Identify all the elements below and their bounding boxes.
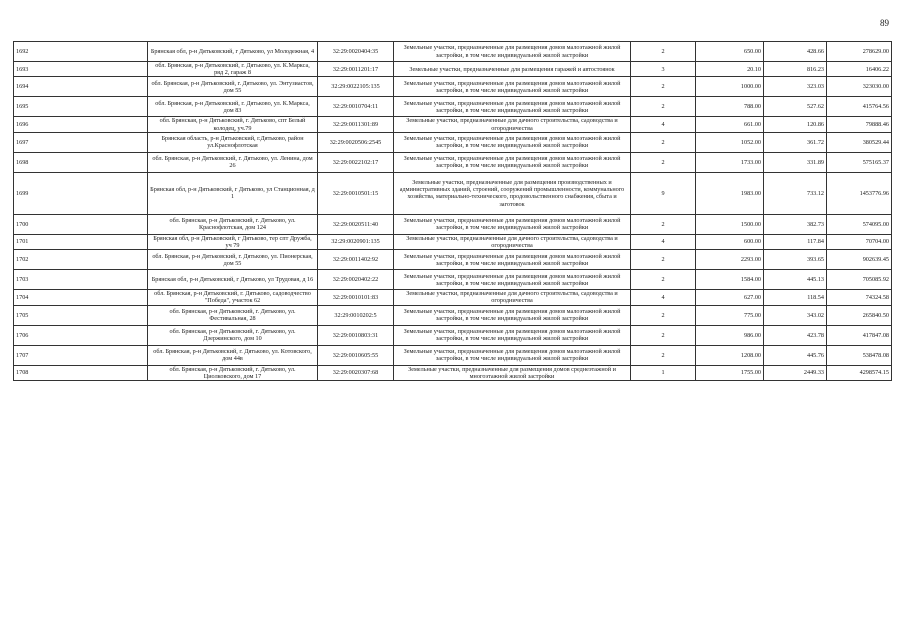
permitted-use: Земельные участки, предназначенные для размещения домов малоэтажной жилой застройки, в том числе индивидуальной жилой застройки <box>394 132 631 152</box>
address-cell: обл. Брянская, р-н Дятьковский, г. Дятьково, спт Белый колодец, уч.79 <box>148 117 318 132</box>
area-cell: 2293.00 <box>696 250 764 270</box>
specific-value: 361.72 <box>764 132 827 152</box>
cadastral-value: 323030.00 <box>827 77 892 97</box>
cadastral-value: 1453776.96 <box>827 172 892 214</box>
use-group: 2 <box>631 97 696 117</box>
permitted-use: Земельные участки, предназначенные для размещения домов малоэтажной жилой застройки, в том числе индивидуальной жилой застройки <box>394 345 631 365</box>
table-row <box>14 62 892 77</box>
use-group: 4 <box>631 234 696 249</box>
permitted-use: Земельные участки, предназначенные для размещения домов малоэтажной жилой застройки, в том числе индивидуальной жилой застройки <box>394 214 631 234</box>
record-number: 1699 <box>14 172 148 214</box>
permitted-use: Земельные участки, предназначенные для размещения домов малоэтажной жилой застройки, в том числе индивидуальной жилой застройки <box>394 42 631 62</box>
table-row <box>14 270 892 290</box>
table-row <box>14 325 892 345</box>
cadastral-number: 32:29:0010501:15 <box>318 172 394 214</box>
cadastral-value: 265840.50 <box>827 305 892 325</box>
specific-value: 120.86 <box>764 117 827 132</box>
record-number: 1701 <box>14 234 148 249</box>
use-group: 9 <box>631 172 696 214</box>
area-cell: 661.00 <box>696 117 764 132</box>
cadastral-number: 32:29:0020506:2545 <box>318 132 394 152</box>
cadastral-value: 380529.44 <box>827 132 892 152</box>
table-row <box>14 117 892 132</box>
address-cell: Брянская обл, р-н Дятьковский, г Дятьково, ул Трудовая, д 16 <box>148 270 318 290</box>
permitted-use: Земельные участки, предназначенные для размещения домов малоэтажной жилой застройки, в том числе индивидуальной жилой застройки <box>394 305 631 325</box>
record-number: 1693 <box>14 62 148 77</box>
use-group: 1 <box>631 365 696 380</box>
cadastral-value: 415764.56 <box>827 97 892 117</box>
area-cell: 775.00 <box>696 305 764 325</box>
address-cell: обл. Брянская, р-н Дятьковский, г. Дятьково, ул. Пионерская, дом 55 <box>148 250 318 270</box>
address-cell: обл. Брянская, р-н Дятьковский, г. Дятьково, ул. Котовского, дом 44в <box>148 345 318 365</box>
cadastral-value: 705085.92 <box>827 270 892 290</box>
table-row <box>14 290 892 305</box>
use-group: 2 <box>631 250 696 270</box>
cadastral-value: 16406.22 <box>827 62 892 77</box>
cadastral-value: 538478.08 <box>827 345 892 365</box>
specific-value: 331.89 <box>764 152 827 172</box>
table-row <box>14 77 892 97</box>
permitted-use: Земельные участки, предназначенные для размещения домов малоэтажной жилой застройки, в том числе индивидуальной жилой застройки <box>394 250 631 270</box>
cadastral-number: 32:29:0022105:135 <box>318 77 394 97</box>
area-cell: 1052.00 <box>696 132 764 152</box>
permitted-use: Земельные участки, предназначенные для размещения домов малоэтажной жилой застройки, в том числе индивидуальной жилой застройки <box>394 97 631 117</box>
permitted-use: Земельные участки, предназначенные для размещения гаражей и автостоянок <box>394 62 631 77</box>
specific-value: 393.65 <box>764 250 827 270</box>
table-row <box>14 365 892 380</box>
permitted-use: Земельные участки, предназначенные для размещения домов малоэтажной жилой застройки, в том числе индивидуальной жилой застройки <box>394 152 631 172</box>
address-cell: обл. Брянская, р-н Дятьковский, г. Дятьково, садоводчество "Победа", участок 62 <box>148 290 318 305</box>
cadastral-value: 574095.00 <box>827 214 892 234</box>
cadastral-number: 32:29:0010101:83 <box>318 290 394 305</box>
permitted-use: Земельные участки, предназначенные для размещения домов малоэтажной жилой застройки, в том числе индивидуальной жилой застройки <box>394 77 631 97</box>
use-group: 2 <box>631 132 696 152</box>
record-number: 1704 <box>14 290 148 305</box>
record-number: 1700 <box>14 214 148 234</box>
area-cell: 1983.00 <box>696 172 764 214</box>
record-number: 1695 <box>14 97 148 117</box>
table-row <box>14 152 892 172</box>
cadastral-number: 32:29:0010605:55 <box>318 345 394 365</box>
cadastral-value: 902639.45 <box>827 250 892 270</box>
area-cell: 788.00 <box>696 97 764 117</box>
area-cell: 986.00 <box>696 325 764 345</box>
record-number: 1698 <box>14 152 148 172</box>
record-number: 1696 <box>14 117 148 132</box>
area-cell: 1208.00 <box>696 345 764 365</box>
permitted-use: Земельные участки, предназначенные для дачного строительства, садоводства и огородничества <box>394 290 631 305</box>
record-number: 1708 <box>14 365 148 380</box>
use-group: 3 <box>631 62 696 77</box>
area-cell: 1000.00 <box>696 77 764 97</box>
address-cell: обл. Брянская, р-н Дятьковский, г. Дятьково, ул. К.Маркса, ряд 2, гараж 8 <box>148 62 318 77</box>
table-row <box>14 345 892 365</box>
cadastral-number: 32:29:0020901:135 <box>318 234 394 249</box>
record-number: 1697 <box>14 132 148 152</box>
area-cell: 1755.00 <box>696 365 764 380</box>
cadastral-number: 32:29:0022102:17 <box>318 152 394 172</box>
specific-value: 2449.33 <box>764 365 827 380</box>
cadastral-value: 4298574.15 <box>827 365 892 380</box>
table-row <box>14 97 892 117</box>
page-number: 89 <box>880 18 889 28</box>
area-cell: 600.00 <box>696 234 764 249</box>
specific-value: 323.03 <box>764 77 827 97</box>
permitted-use: Земельные участки, предназначенные для размещения домов малоэтажной жилой застройки, в том числе индивидуальной жилой застройки <box>394 325 631 345</box>
cadastral-number: 32:29:0020307:68 <box>318 365 394 380</box>
cadastral-number: 32:29:0010704:11 <box>318 97 394 117</box>
record-number: 1694 <box>14 77 148 97</box>
record-number: 1705 <box>14 305 148 325</box>
cadastral-value: 79888.46 <box>827 117 892 132</box>
address-cell: Брянская обл, р-н Дятьковский, г Дятьково, тер спт Дружба, уч 79 <box>148 234 318 249</box>
permitted-use: Земельные участки, предназначенные для дачного строительства, садоводства и огородничества <box>394 234 631 249</box>
cadastral-number: 32:29:0010202:5 <box>318 305 394 325</box>
address-cell: обл. Брянская, р-н Дятьковский, г. Дятьково, ул. Ленина, дом 26 <box>148 152 318 172</box>
area-cell: 1733.00 <box>696 152 764 172</box>
table-row <box>14 250 892 270</box>
cadastral-value: 70704.00 <box>827 234 892 249</box>
record-number: 1702 <box>14 250 148 270</box>
cadastral-value: 417847.08 <box>827 325 892 345</box>
specific-value: 382.73 <box>764 214 827 234</box>
specific-value: 733.12 <box>764 172 827 214</box>
table-row <box>14 172 892 214</box>
specific-value: 816.23 <box>764 62 827 77</box>
area-cell: 1584.00 <box>696 270 764 290</box>
use-group: 2 <box>631 270 696 290</box>
use-group: 2 <box>631 42 696 62</box>
table-row <box>14 234 892 249</box>
area-cell: 1500.00 <box>696 214 764 234</box>
address-cell: обл. Брянская, р-н Дятьковский, г. Дятьково, ул. Фестивальная, 28 <box>148 305 318 325</box>
permitted-use: Земельные участки, предназначенные для размещения домов малоэтажной жилой застройки, в том числе индивидуальной жилой застройки <box>394 270 631 290</box>
cadastral-number: 32:29:0011402:92 <box>318 250 394 270</box>
address-cell: обл. Брянская, р-н Дятьковский, г. Дятьково, ул. Дзержинского, дом 10 <box>148 325 318 345</box>
area-cell: 650.00 <box>696 42 764 62</box>
cadastral-number: 32:29:0010803:31 <box>318 325 394 345</box>
address-cell: обл. Брянская, р-н Дятьковский, г. Дятьково, ул. К.Маркса, дом 83 <box>148 97 318 117</box>
specific-value: 428.66 <box>764 42 827 62</box>
table-row <box>14 305 892 325</box>
address-cell: обл. Брянская, р-н Дятьковский, г. Дятьково, ул. Энтузиастов, дом 55 <box>148 77 318 97</box>
cadastral-value: 74324.58 <box>827 290 892 305</box>
specific-value: 445.76 <box>764 345 827 365</box>
specific-value: 118.54 <box>764 290 827 305</box>
address-cell: Брянская обл, р-н Дятьковский, г Дятьково, ул Молодежная, 4 <box>148 42 318 62</box>
record-number: 1706 <box>14 325 148 345</box>
use-group: 2 <box>631 325 696 345</box>
address-cell: Брянская обл, р-н Дятьковский, г Дятьково, ул Станционная, д 1 <box>148 172 318 214</box>
cadastral-number: 32:29:0011301:89 <box>318 117 394 132</box>
record-number: 1703 <box>14 270 148 290</box>
specific-value: 423.78 <box>764 325 827 345</box>
cadastral-value: 575165.37 <box>827 152 892 172</box>
record-number: 1707 <box>14 345 148 365</box>
address-cell: обл. Брянская, р-н Дятьковский, г. Дятьково, ул. Циолковского, дом 17 <box>148 365 318 380</box>
table-row <box>14 214 892 234</box>
record-number: 1692 <box>14 42 148 62</box>
specific-value: 343.02 <box>764 305 827 325</box>
use-group: 4 <box>631 117 696 132</box>
use-group: 2 <box>631 345 696 365</box>
address-cell: обл. Брянская, р-н Дятьковский, г. Дятьково, ул. Краснофлотская, дом 124 <box>148 214 318 234</box>
permitted-use: Земельные участки, предназначенные для размещения домов среднеэтажной и многоэтажной жилой застройки <box>394 365 631 380</box>
permitted-use: Земельные участки, предназначенные для дачного строительства, садоводства и огородничества <box>394 117 631 132</box>
use-group: 2 <box>631 214 696 234</box>
cadastral-number: 32:29:0020402:22 <box>318 270 394 290</box>
specific-value: 117.84 <box>764 234 827 249</box>
table-row <box>14 42 892 62</box>
permitted-use: Земельные участки, предназначенные для размещения производственных и административных зданий, строений, сооружений промышленности, коммунального хозяйства, материально-технического, продовольственного снабжения, сбыта и заготовок <box>394 172 631 214</box>
specific-value: 445.13 <box>764 270 827 290</box>
land-registry-table <box>13 41 892 381</box>
cadastral-number: 32:29:0020404:35 <box>318 42 394 62</box>
area-cell: 627.00 <box>696 290 764 305</box>
cadastral-number: 32:29:0011201:17 <box>318 62 394 77</box>
area-cell: 20.10 <box>696 62 764 77</box>
use-group: 2 <box>631 305 696 325</box>
address-cell: Брянская область, р-н Дятьковский, г.Дятьково, район ул.Краснофлотская <box>148 132 318 152</box>
specific-value: 527.62 <box>764 97 827 117</box>
table-row <box>14 132 892 152</box>
use-group: 2 <box>631 77 696 97</box>
registry-body <box>14 42 892 381</box>
use-group: 4 <box>631 290 696 305</box>
cadastral-number: 32:29:0020511:40 <box>318 214 394 234</box>
cadastral-value: 278629.00 <box>827 42 892 62</box>
use-group: 2 <box>631 152 696 172</box>
